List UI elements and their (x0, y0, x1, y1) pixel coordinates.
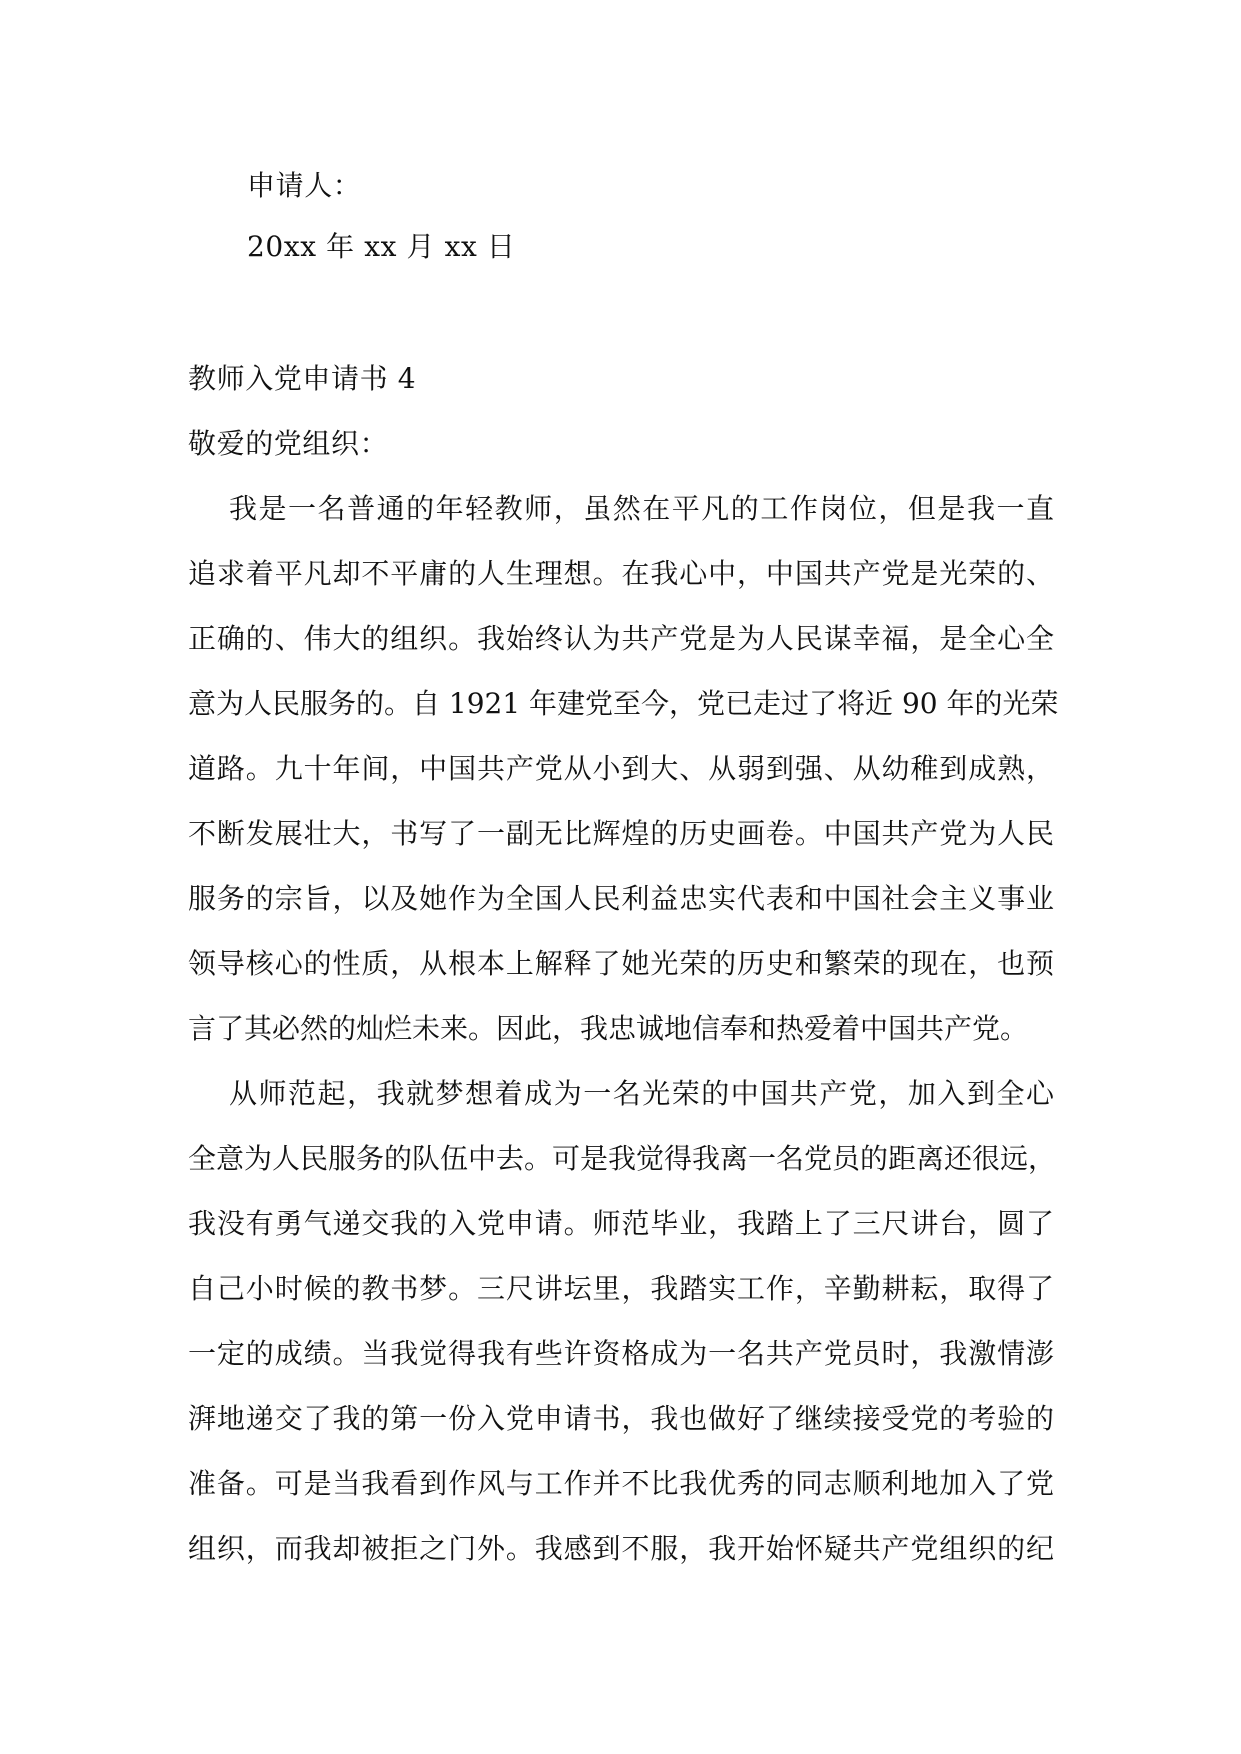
paragraph-line: 一定的成绩。当我觉得我有些许资格成为一名共产党员时，我激情澎 (188, 1337, 1054, 1370)
paragraph-line: 不断发展壮大，书写了一副无比辉煌的历史画卷。中国共产党为人民 (188, 817, 1054, 850)
paragraph-line: 意为人民服务的。自 1921 年建党至今，党已走过了将近 90 年的光荣 (188, 687, 1059, 720)
paragraph-line: 准备。可是当我看到作风与工作并不比我优秀的同志顺利地加入了党 (188, 1467, 1054, 1500)
paragraph-line: 湃地递交了我的第一份入党申请书，我也做好了继续接受党的考验的 (188, 1402, 1054, 1435)
paragraph-line: 正确的、伟大的组织。我始终认为共产党是为人民谋幸福，是全心全 (188, 622, 1054, 655)
paragraph-line: 从师范起，我就梦想着成为一名光荣的中国共产党，加入到全心 (229, 1077, 1054, 1110)
paragraph-line: 道路。九十年间，中国共产党从小到大、从弱到强、从幼稚到成熟， (188, 752, 1054, 785)
paragraph-line: 我是一名普通的年轻教师，虽然在平凡的工作岗位，但是我一直 (229, 492, 1054, 525)
applicant-label: 申请人： (247, 169, 362, 202)
salutation: 敬爱的党组织： (188, 427, 389, 460)
document-title: 教师入党申请书 4 (188, 362, 417, 395)
paragraph-line: 我没有勇气递交我的入党申请。师范毕业，我踏上了三尺讲台，圆了 (188, 1207, 1054, 1240)
paragraph-line: 言了其必然的灿烂未来。因此，我忠诚地信奉和热爱着中国共产党。 (188, 1012, 1029, 1045)
paragraph-line: 组织，而我却被拒之门外。我感到不服，我开始怀疑共产党组织的纪 (188, 1532, 1054, 1565)
paragraph-line: 追求着平凡却不平庸的人生理想。在我心中，中国共产党是光荣的、 (188, 557, 1054, 590)
paragraph-line: 服务的宗旨，以及她作为全国人民利益忠实代表和中国社会主义事业 (188, 882, 1054, 915)
paragraph-line: 全意为人民服务的队伍中去。可是我觉得我离一名党员的距离还很远， (188, 1142, 1057, 1175)
signature-date: 20xx 年 xx 月 xx 日 (247, 230, 516, 263)
paragraph-line: 自己小时候的教书梦。三尺讲坛里，我踏实工作，辛勤耕耘，取得了 (188, 1272, 1054, 1305)
paragraph-line: 领导核心的性质，从根本上解释了她光荣的历史和繁荣的现在，也预 (188, 947, 1054, 980)
